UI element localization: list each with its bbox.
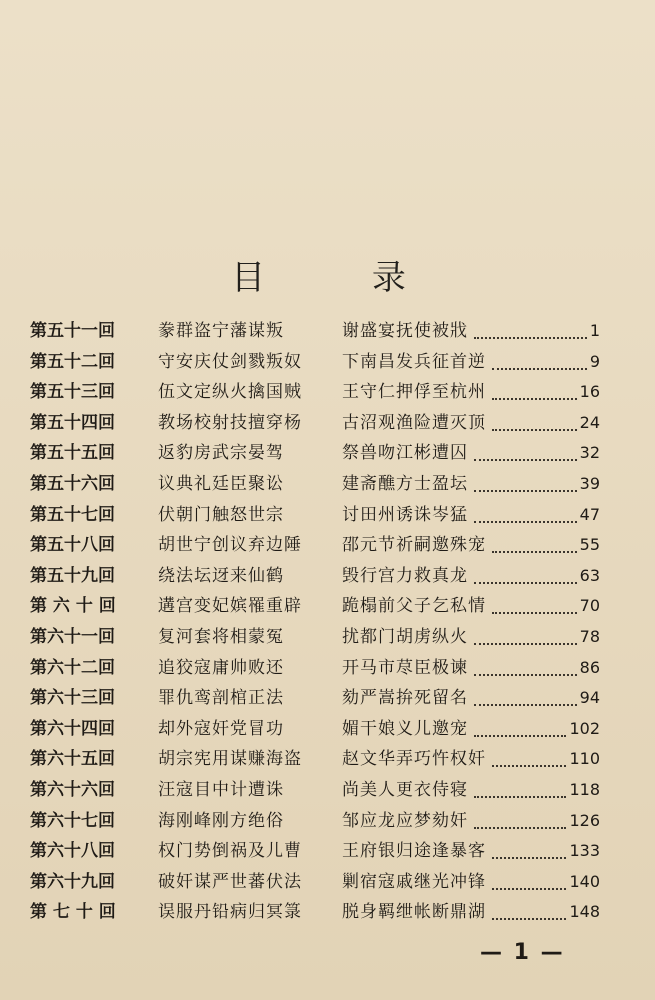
leader-dots — [474, 823, 566, 829]
leader-dots — [492, 761, 566, 767]
leader-dots — [492, 914, 566, 920]
chapter-title-second-line: 扰都门胡虏纵火 — [342, 626, 468, 647]
chapter-title-first-line: 破奸谋严世蕃伏法 — [158, 871, 302, 892]
chapter-number: 第六十四回 — [30, 718, 115, 739]
chapter-number: 第五十三回 — [30, 382, 115, 403]
page-ref: 16 — [579, 382, 600, 402]
toc-entry — [30, 683, 600, 714]
toc-entry — [30, 714, 600, 745]
chapter-title-second-line: 古沼观渔险遭灭顶 — [342, 412, 486, 433]
chapter-title-first-line: 议典礼廷臣聚讼 — [158, 473, 284, 494]
chapter-number: 第六十三回 — [30, 688, 115, 709]
chapter-title-second-line: 谢盛宴抚使被戕 — [342, 321, 468, 341]
toc-entry — [30, 653, 600, 684]
chapter-number: 第五十一回 — [30, 321, 115, 341]
chapter-number: 第五十七回 — [30, 504, 115, 525]
toc-entry — [30, 347, 600, 378]
page-ref: 86 — [579, 657, 600, 677]
chapter-title-first-line: 伏朝门触怒世宗 — [158, 504, 284, 525]
toc-entry — [30, 469, 600, 500]
chapter-title-second-line: 开马市荩臣极谏 — [342, 657, 468, 678]
chapter-number: 第五十四回 — [30, 412, 115, 433]
chapter-title-second-line: 媚干娘义儿邀宠 — [342, 718, 468, 739]
leader-dots — [474, 486, 577, 492]
toc-entry — [30, 836, 600, 867]
chapter-title-second-line: 剿宿寇戚继光冲锋 — [342, 871, 486, 892]
leader-dots — [492, 608, 577, 614]
page-ref: 55 — [579, 535, 600, 555]
toc-entry — [30, 500, 600, 531]
page-ref: 110 — [569, 749, 600, 769]
chapter-number: 第五十六回 — [30, 473, 115, 494]
chapter-title-first-line: 胡宗宪用谋赚海盗 — [158, 749, 302, 770]
chapter-number: 第六十八回 — [30, 841, 115, 862]
leader-dots — [474, 455, 577, 461]
chapter-number: 第五十二回 — [30, 351, 115, 372]
page-ref: 63 — [579, 565, 600, 585]
chapter-title-first-line: 遘宫变妃嫔罹重辟 — [158, 596, 302, 617]
chapter-title-first-line: 追狡寇庸帅败还 — [158, 657, 284, 678]
chapter-title-first-line: 却外寇奸党冒功 — [158, 718, 284, 739]
chapter-title-second-line: 王府银归途逢暴客 — [342, 841, 486, 862]
chapter-number: 第 六 十 回 — [30, 596, 116, 617]
chapter-title-second-line: 尚美人更衣侍寝 — [342, 779, 468, 800]
chapter-number: 第五十九回 — [30, 565, 115, 586]
page-ref: 78 — [579, 626, 600, 646]
chapter-title-second-line: 毁行宫力救真龙 — [342, 565, 468, 586]
chapter-title-second-line: 祭兽吻江彬遭囚 — [342, 443, 468, 464]
leader-dots — [474, 517, 577, 523]
toc-entry — [30, 744, 600, 775]
page-ref: 24 — [579, 412, 600, 432]
page-ref: 148 — [569, 902, 600, 922]
chapter-title-first-line: 伍文定纵火擒国贼 — [158, 382, 302, 403]
chapter-title-first-line: 权门势倒祸及儿曹 — [158, 841, 302, 862]
chapter-title-first-line: 绕法坛迓来仙鹤 — [158, 565, 284, 586]
page-ref: 118 — [569, 779, 600, 799]
toc-entry — [30, 530, 600, 561]
toc-entry — [30, 622, 600, 653]
chapter-number: 第六十六回 — [30, 779, 115, 800]
chapter-number: 第六十五回 — [30, 749, 115, 770]
chapter-title-second-line: 邵元节祈嗣邀殊宠 — [342, 535, 486, 556]
chapter-title-second-line: 下南昌发兵征首逆 — [342, 351, 486, 372]
chapter-title-second-line: 赵文华弄巧忤权奸 — [342, 749, 486, 770]
chapter-number: 第六十二回 — [30, 657, 115, 678]
chapter-number: 第六十七回 — [30, 810, 115, 831]
toc-entry — [30, 775, 600, 806]
toc-entry — [30, 867, 600, 898]
leader-dots — [474, 578, 577, 584]
chapter-number: 第五十五回 — [30, 443, 115, 464]
leader-dots — [474, 333, 587, 339]
table-of-contents — [30, 316, 600, 928]
page-ref: 39 — [579, 473, 600, 493]
toc-entry — [30, 897, 600, 928]
chapter-title-first-line: 汪寇目中计遭诛 — [158, 779, 284, 800]
toc-entry — [30, 316, 600, 347]
chapter-title-first-line: 守安庆仗剑戮叛奴 — [158, 351, 302, 372]
page-ref: 32 — [579, 443, 600, 463]
chapter-number: 第六十九回 — [30, 871, 115, 892]
page-ref: 70 — [579, 596, 600, 616]
leader-dots — [492, 364, 587, 370]
leader-dots — [474, 639, 577, 645]
chapter-title-first-line: 胡世宁创议弃边陲 — [158, 535, 302, 556]
page-number: — 1 — — [480, 940, 565, 965]
leader-dots — [474, 700, 577, 706]
chapter-title-first-line: 教场校射技擅穿杨 — [158, 412, 302, 433]
chapter-title-first-line: 罪仇鸾剖棺正法 — [158, 688, 284, 709]
page-ref: 1 — [589, 321, 600, 340]
toc-entry — [30, 377, 600, 408]
chapter-title-first-line: 返豹房武宗晏驾 — [158, 443, 284, 464]
leader-dots — [474, 670, 577, 676]
chapter-number: 第五十八回 — [30, 535, 115, 556]
page-ref: 9 — [589, 351, 600, 371]
chapter-title-first-line: 豢群盗宁藩谋叛 — [158, 321, 284, 341]
leader-dots — [492, 884, 566, 890]
leader-dots — [492, 547, 577, 553]
chapter-title-second-line: 跪榻前父子乞私情 — [342, 596, 486, 617]
toc-entry — [30, 806, 600, 837]
chapter-title-second-line: 讨田州诱诛岑猛 — [342, 504, 468, 525]
page-ref: 140 — [569, 871, 600, 891]
page-ref: 126 — [569, 810, 600, 830]
toc-entry — [30, 438, 600, 469]
chapter-number: 第六十一回 — [30, 626, 115, 647]
chapter-title-second-line: 建斋醮方士盈坛 — [342, 473, 468, 494]
leader-dots — [492, 853, 566, 859]
chapter-title-second-line: 王守仁押俘至杭州 — [342, 382, 486, 403]
chapter-title-first-line: 误服丹铅病归冥箓 — [158, 902, 302, 923]
chapter-title-second-line: 脱身羁绁帐断鼎湖 — [342, 902, 486, 923]
page-ref: 94 — [579, 688, 600, 708]
chapter-title-first-line: 复河套将相蒙冤 — [158, 626, 284, 647]
page-title: 目 录 — [231, 258, 454, 298]
leader-dots — [492, 425, 577, 431]
page-ref: 133 — [569, 841, 600, 861]
toc-entry — [30, 561, 600, 592]
chapter-title-first-line: 海刚峰刚方绝俗 — [158, 810, 284, 831]
leader-dots — [474, 792, 566, 798]
chapter-number: 第 七 十 回 — [30, 902, 116, 923]
toc-entry — [30, 591, 600, 622]
chapter-title-second-line: 邹应龙应梦劾奸 — [342, 810, 468, 831]
page-ref: 102 — [569, 718, 600, 738]
chapter-title-second-line: 劾严嵩拚死留名 — [342, 688, 468, 709]
page-ref: 47 — [579, 504, 600, 524]
leader-dots — [492, 394, 577, 400]
toc-entry — [30, 408, 600, 439]
leader-dots — [474, 731, 566, 737]
